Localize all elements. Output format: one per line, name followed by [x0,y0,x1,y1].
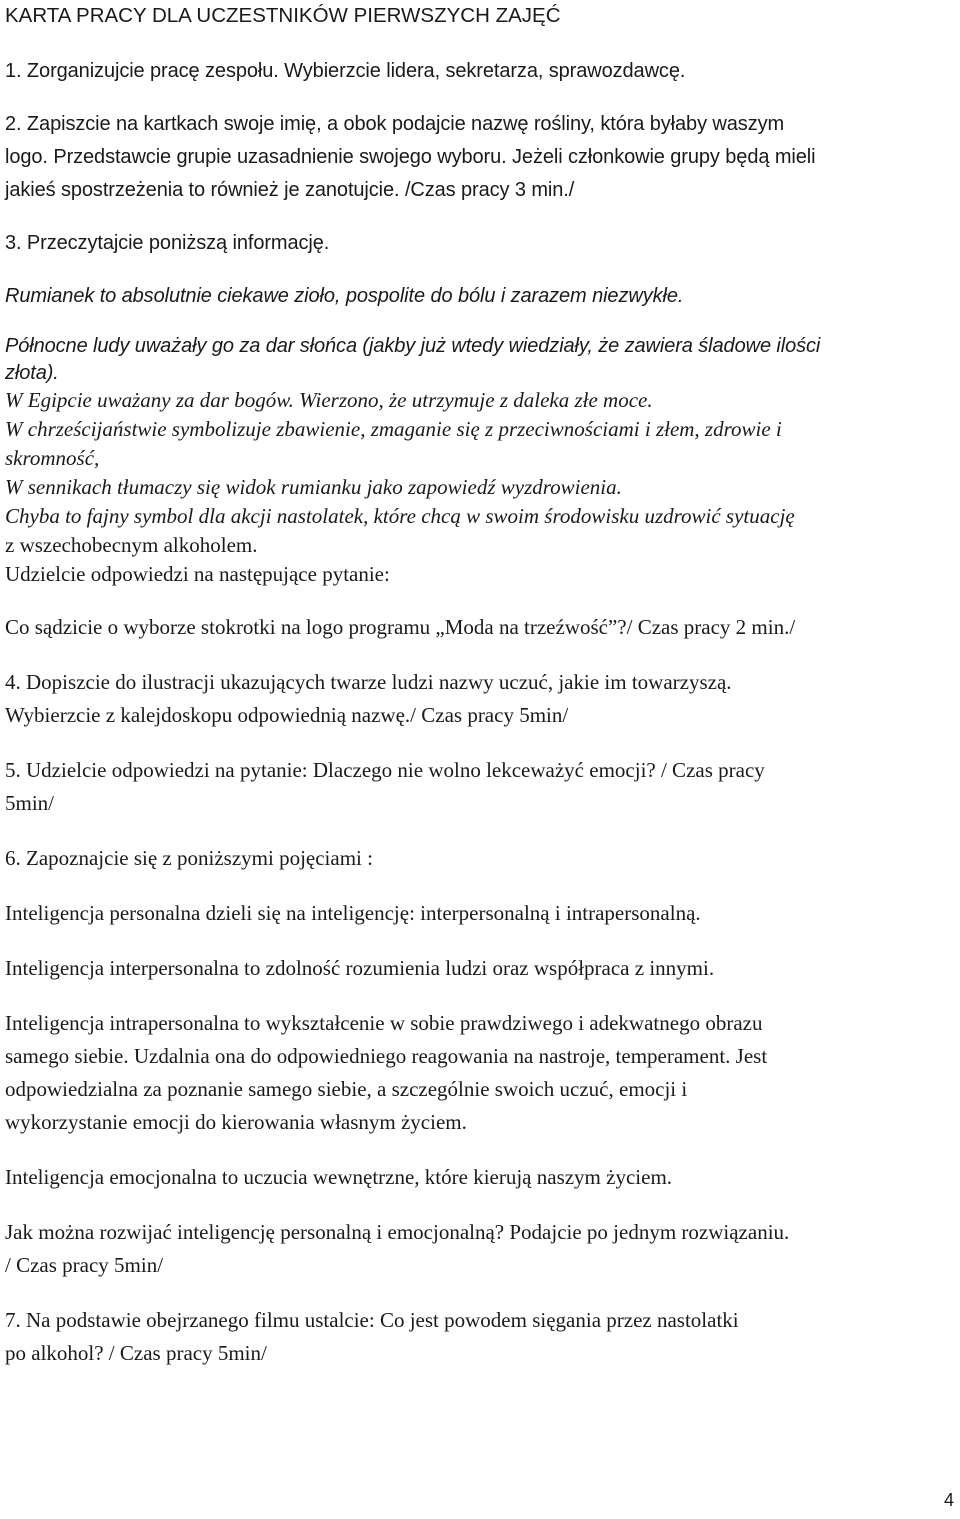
definition-personal: Inteligencja personalna dzieli się na inteligencję: interpersonalną i intrapersonalną. [5,901,701,925]
page-number: 4 [943,1490,954,1510]
definition-emotional: Inteligencja emocjonalna to uczucia wewnętrzne, które kierują naszym życiem. [5,1165,673,1189]
question-logo: Co sądzicie o wyborze stokrotki na logo programu „Moda na trzeźwość”?/ Czas pracy 2 min./ [5,615,796,639]
rumianek-paragraph-end: z wszechobecnym alkoholem. Udzielcie odpowiedzi na następujące pytanie: [5,533,390,586]
item-4: 4. Dopiszcie do ilustracji ukazujących twarze ludzi nazwy uczuć, jakie im towarzyszą. Wybierzcie z kalejdoskopu odpowiednią nazwę./ Czas pracy 5min/ [5,670,732,727]
rumianek-paragraph-1: Rumianek to absolutnie ciekawe zioło, pospolite do bólu i zarazem niezwykłe. [5,285,684,307]
item-2: 2. Zapiszcie na kartkach swoje imię, a obok podajcie nazwę rośliny, która byłaby waszym logo. Przedstawcie grupie uzasadnienie swojego wyboru. Jeżeli członkowie grupy będą mieli jakieś spostrzeżenia to również je zanotujcie. /Czas pracy 3 min./ [5,113,816,201]
rumianek-paragraph-3: W Egipcie uważany za dar bogów. Wierzono, że utrzymuje z daleka złe moce. W chrześcijaństwie symbolizuje zbawienie, zmaganie się z przeciwnościami i złem, zdrowie i skromność, W sennikach tłumaczy się widok rumianku jako zapowiedź wyzdrowienia. Chyba to fajny symbol dla akcji nastolatek, które chcą w swoim środowisku uzdrowić sytuację [5,388,795,528]
item-6: 6. Zapoznajcie się z poniższymi pojęciami : [5,846,373,870]
item-3: 3. Przeczytajcie poniższą informację. [5,232,330,254]
item-7: 7. Na podstawie obejrzanego filmu ustalcie: Co jest powodem sięgania przez nastolatki po alkohol? / Czas pracy 5min/ [5,1308,739,1365]
page-title: KARTA PRACY DLA UCZESTNIKÓW PIERWSZYCH ZAJĘĆ [5,4,561,27]
item-5: 5. Udzielcie odpowiedzi na pytanie: Dlaczego nie wolno lekceważyć emocji? / Czas pracy 5min/ [5,758,765,815]
rumianek-paragraph-2: Północne ludy uważały go za dar słońca (jakby już wtedy wiedziały, że zawiera śladowe ilości złota). [5,335,821,384]
item-1: 1. Zorganizujcie pracę zespołu. Wybierzcie lidera, sekretarza, sprawozdawcę. [5,60,686,82]
definition-intrapersonal: Inteligencja intrapersonalna to wykształcenie w sobie prawdziwego i adekwatnego obrazu samego siebie. Uzdalnia ona do odpowiedniego reagowania na nastroje, temperament. Jest odpowiedzialna za poznanie samego siebie, a szczególnie swoich uczuć, emocji i wykorzystanie emocji do kierowania własnym życiem. [5,1011,768,1134]
document-page [5,0,955,1370]
question-development: Jak można rozwijać inteligencję personalną i emocjonalną? Podajcie po jednym rozwiązaniu. / Czas pracy 5min/ [5,1220,790,1277]
definition-interpersonal: Inteligencja interpersonalna to zdolność rozumienia ludzi oraz współpraca z innymi. [5,956,715,980]
